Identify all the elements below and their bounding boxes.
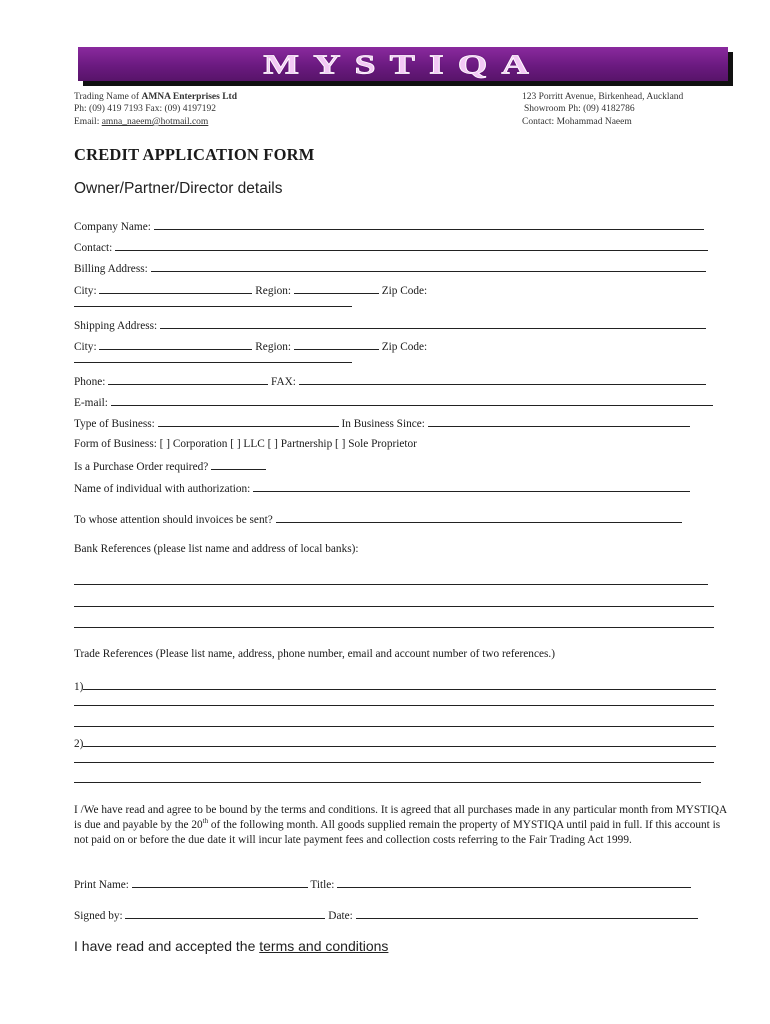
logo-text: MYSTIQA — [263, 49, 543, 81]
email-link[interactable]: amna_naeem@hotmail.com — [101, 117, 209, 127]
date-line[interactable] — [356, 907, 698, 919]
trading-name-line: Trading Name of AMNA Enterprises Ltd — [74, 92, 237, 102]
form-of-business-row[interactable]: Form of Business: [ ] Corporation [ ] LLC [ ] Partnership [ ] Sole Proprietor — [74, 438, 417, 450]
trade-reference-2-line-3[interactable] — [74, 782, 701, 783]
billing-city-row: City: Region: Zip Code: — [74, 282, 427, 298]
print-name-line[interactable] — [132, 876, 308, 888]
phone-fax-row: Phone: FAX: — [74, 373, 706, 389]
print-name-row: Print Name: Title: — [74, 876, 691, 892]
bank-reference-line-3[interactable] — [74, 627, 714, 628]
billing-city-line[interactable] — [99, 282, 252, 294]
showroom-line: Showroom Ph: (09) 4182786 — [524, 104, 635, 114]
brand-banner — [78, 47, 728, 81]
trade-reference-1-line-2[interactable] — [74, 705, 714, 706]
authorization-field[interactable]: Name of individual with authorization: — [74, 480, 690, 496]
billing-address-field[interactable]: Billing Address: — [74, 260, 706, 276]
invoices-line[interactable] — [276, 511, 682, 523]
fax-line[interactable] — [299, 373, 706, 385]
email-line-input[interactable] — [111, 394, 713, 406]
signed-by-row: Signed by: Date: — [74, 907, 698, 923]
signed-by-line[interactable] — [125, 907, 325, 919]
trade-reference-1[interactable]: 1) — [74, 678, 716, 694]
trade-reference-1-line-3[interactable] — [74, 726, 714, 727]
email-line: Email: amna_naeem@hotmail.com — [74, 117, 209, 127]
business-type-line[interactable] — [158, 415, 339, 427]
billing-region-line[interactable] — [294, 282, 379, 294]
form-title: CREDIT APPLICATION FORM — [74, 145, 315, 164]
phone-fax-line: Ph: (09) 419 7193 Fax: (09) 4197192 — [74, 104, 216, 114]
business-type-row: Type of Business: In Business Since: — [74, 415, 690, 431]
trading-name: AMNA Enterprises Ltd — [141, 92, 237, 102]
shipping-city-line[interactable] — [99, 338, 252, 350]
terms-and-conditions-link[interactable]: terms and conditions — [259, 938, 389, 954]
trade-reference-2-line-2[interactable] — [74, 762, 714, 763]
bank-reference-line-2[interactable] — [74, 606, 714, 607]
purchase-order-line[interactable] — [211, 458, 266, 470]
trade-references-label: Trade References (Please list name, address, phone number, email and account number of two references.) — [74, 648, 555, 660]
contact-line-input[interactable] — [115, 239, 708, 251]
bank-references-label: Bank References (please list name and address of local banks): — [74, 543, 359, 555]
shipping-zip-line[interactable] — [74, 362, 352, 363]
purchase-order-field[interactable]: Is a Purchase Order required? — [74, 458, 266, 474]
contact-field[interactable]: Contact: — [74, 239, 708, 255]
invoices-field[interactable]: To whose attention should invoices be sent? — [74, 511, 682, 527]
contact-line: Contact: Mohammad Naeem — [522, 117, 632, 127]
trade-reference-1-line[interactable] — [83, 678, 716, 690]
section-title: Owner/Partner/Director details — [74, 180, 283, 197]
in-business-since-line[interactable] — [428, 415, 690, 427]
billing-zip-line[interactable] — [74, 306, 352, 307]
trade-reference-2[interactable]: 2) — [74, 735, 716, 751]
billing-address-line[interactable] — [151, 260, 706, 272]
bank-reference-line-1[interactable] — [74, 584, 708, 585]
trade-reference-2-line[interactable] — [83, 735, 716, 747]
terms-paragraph: I /We have read and agree to be bound by the terms and conditions. It is agreed that all purchases made in any particular month from MYSTIQA is due and payable by the 20th of the following month. All goods supplied remain the property of MYSTIQA until paid in full. If this account is not paid on or before the due date it will incur late payment fees and collection costs referring to the Fair Trading Act 1999. — [74, 804, 727, 846]
shipping-region-line[interactable] — [294, 338, 379, 350]
accept-terms-statement: I have read and accepted the terms and conditions — [74, 938, 389, 954]
shipping-city-row: City: Region: Zip Code: — [74, 338, 427, 354]
company-name-line[interactable] — [154, 218, 704, 230]
email-field[interactable]: E-mail: — [74, 394, 713, 410]
company-name-field[interactable]: Company Name: — [74, 218, 704, 234]
phone-line[interactable] — [108, 373, 268, 385]
address-line: 123 Porritt Avenue, Birkenhead, Auckland — [522, 92, 684, 102]
title-line[interactable] — [337, 876, 691, 888]
shipping-address-line[interactable] — [160, 317, 706, 329]
shipping-address-field[interactable]: Shipping Address: — [74, 317, 706, 333]
authorization-line[interactable] — [253, 480, 690, 492]
